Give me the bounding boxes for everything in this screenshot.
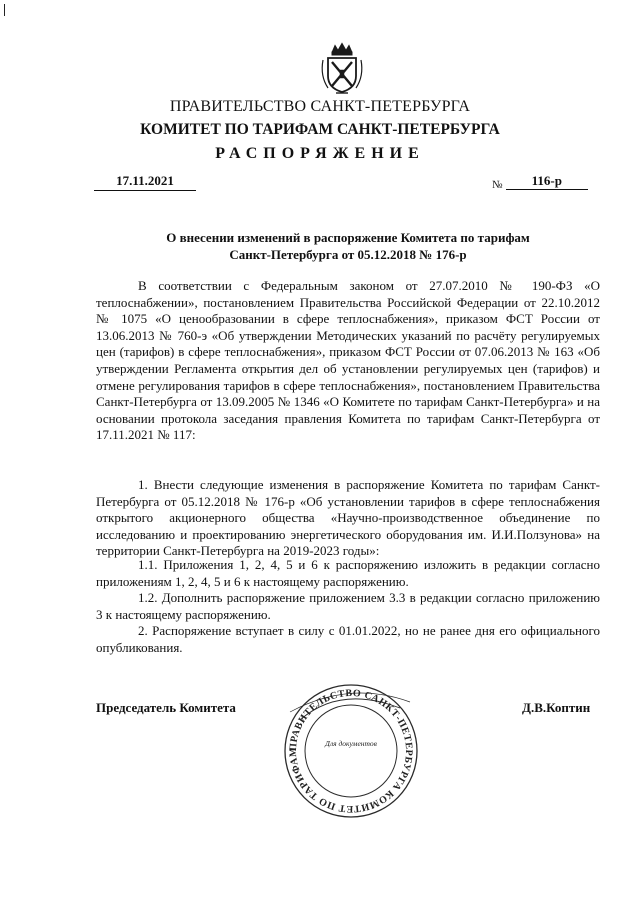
preamble-paragraph: В соответствии с Федеральным законом от 27.07.2010 № 190-ФЗ «О теплоснабжении», постановлением Правительства Российской Федерации от 22.10.2012 № 1075 «О ценообразовании в сфере теплоснабжения», приказом ФСТ России от 13.06.2013 № 760-э «Об утверждении Методических указаний по расчёту регулируемых цен (тарифов) в сфере теплоснабжения», приказом ФСТ России от 07.06.2013 № 163 «Об утверждении Регламента открытия дел об установлении регулируемых цен (тарифов) и отмене регулирования тарифов в сфере теплоснабжения», постановлением Правительства Санкт-Петербурга от 13.09.2005 № 1346 «О Комитете по тарифам Санкт-Петербурга» и на основании протокола заседания правления Комитета по тарифам Санкт-Петербурга от 17.11.2021 № 117: <box>96 278 600 443</box>
st-petersburg-coat-of-arms-icon <box>318 40 366 96</box>
document-number: 116-р <box>506 173 588 190</box>
document-subject <box>96 230 600 263</box>
item-1-paragraph: 1. Внести следующие изменения в распоряжение Комитета по тарифам Санкт-Петербурга от 05.12.2018 № 176-р «Об установлении тарифов в сфере теплоснабжения открытого акционерного общества «Научно-производственное объединение по исследованию и проектированию энергетического оборудования им. И.И.Ползунова» на территории Санкт-Петербурга на 2019-2023 годы»: <box>96 477 600 559</box>
official-stamp <box>280 680 422 822</box>
subject-line-2: Санкт-Петербурга от 05.12.2018 № 176-р <box>229 246 467 262</box>
item-1-1-paragraph: 1.1. Приложения 1, 2, 4, 5 и 6 к распоряжению изложить в редакции согласно приложениям 1, 2, 4, 5 и 6 к настоящему распоряжению. <box>96 557 600 589</box>
document-number-block <box>492 173 600 191</box>
stamp-inner-text: Для документов <box>325 739 377 748</box>
subject-line-1: О внесении изменений в распоряжение Комитета по тарифам <box>166 230 530 245</box>
number-sign: № <box>492 179 503 191</box>
government-name: ПРАВИТЕЛЬСТВО САНКТ-ПЕТЕРБУРГА <box>169 98 471 115</box>
item-1-2-paragraph: 1.2. Дополнить распоряжение приложением 3.3 в редакции согласно приложению 3 к настоящему распоряжению. <box>96 590 600 622</box>
signatory-position: Председатель Комитета <box>96 700 236 715</box>
stamp-outer-text: ПРАВИТЕЛЬСТВО САНКТ-ПЕТЕРБУРГА КОМИТЕТ ПО ТАРИФАМ <box>287 687 415 815</box>
item-2-paragraph: 2. Распоряжение вступает в силу с 01.01.2022, но не ранее дня его официального опубликования. <box>96 623 600 655</box>
scan-margin-mark <box>4 4 5 16</box>
signatory-name: Д.В.Коптин <box>522 700 591 715</box>
document-type: РАСПОРЯЖЕНИЕ <box>215 145 425 162</box>
committee-name: КОМИТЕТ ПО ТАРИФАМ САНКТ-ПЕТЕРБУРГА <box>140 121 500 138</box>
document-date: 17.11.2021 <box>94 173 196 191</box>
